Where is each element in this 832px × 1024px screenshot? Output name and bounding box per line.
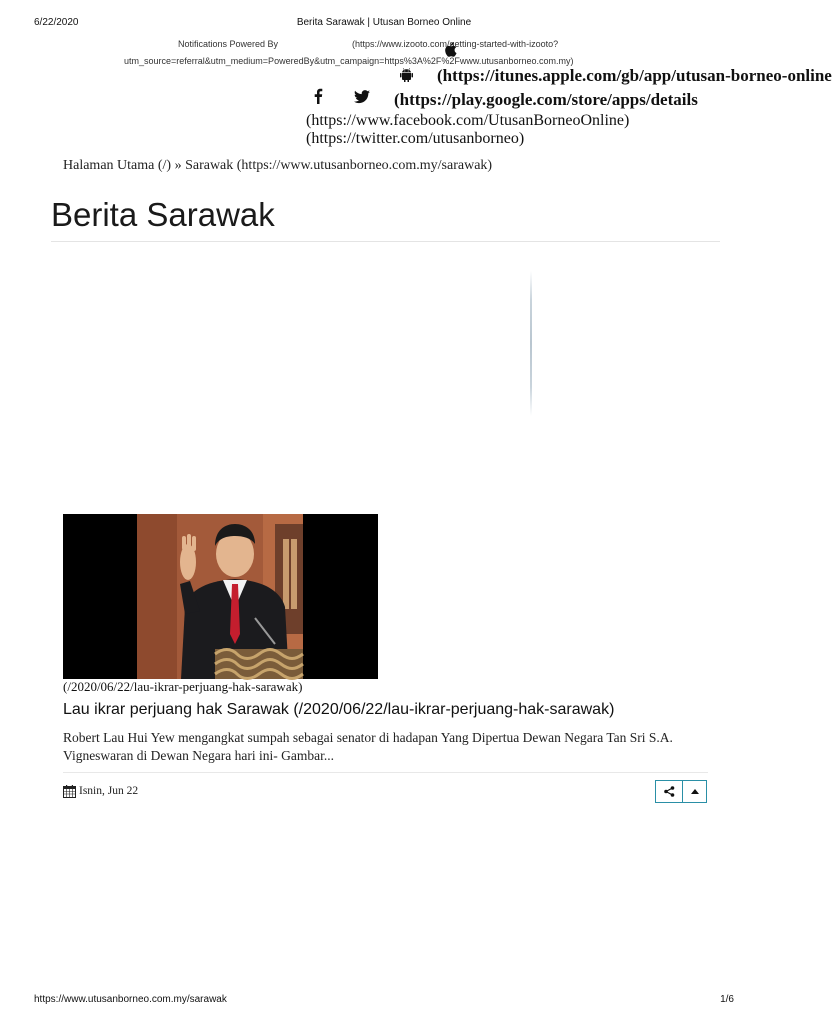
footer-url: https://www.utusanborneo.com.my/sarawak: [34, 994, 227, 1005]
breadcrumb[interactable]: Halaman Utama (/) » Sarawak (https://www.utusanborneo.com.my/sarawak): [63, 158, 493, 173]
meta-divider: [63, 772, 708, 773]
android-icon[interactable]: [400, 68, 413, 82]
article-excerpt: Robert Lau Hui Yew mengangkat sumpah sebagai senator di hadapan Yang Dipertua Dewan Negara Tan Sri S.A. Vigneswaran di Dewan Negara hari ini- Gambar...: [63, 730, 673, 763]
page-title: Berita Sarawak: [51, 196, 275, 233]
print-date: 6/22/2020: [34, 17, 79, 28]
calendar-icon: [63, 785, 76, 798]
facebook-link[interactable]: (https://www.facebook.com/UtusanBorneoOnline): [306, 112, 630, 129]
itunes-app-link[interactable]: (https://itunes.apple.com/gb/app/utusan-borneo-online: [437, 66, 832, 85]
print-page-title: Berita Sarawak | Utusan Borneo Online: [296, 17, 472, 28]
article-thumbnail[interactable]: [63, 514, 378, 679]
share-button[interactable]: [655, 780, 683, 803]
apple-icon[interactable]: [444, 42, 457, 57]
title-divider: [51, 241, 720, 242]
izooto-link-line-1[interactable]: (https://www.izooto.com/getting-started-with-izooto?: [352, 39, 559, 49]
article-title-link[interactable]: Lau ikrar perjuang hak Sarawak (/2020/06/22/lau-ikrar-perjuang-hak-sarawak): [63, 701, 615, 718]
ad-placeholder-divider: [530, 271, 532, 416]
share-icon: [664, 786, 675, 797]
caret-up-icon: [691, 789, 699, 794]
social-links: [306, 112, 726, 147]
footer-page-number: 1/6: [720, 994, 734, 1005]
twitter-link[interactable]: (https://twitter.com/utusanborneo): [306, 130, 525, 147]
facebook-icon[interactable]: [313, 88, 323, 104]
izooto-link-line-2[interactable]: utm_source=referral&utm_medium=PoweredBy&utm_campaign=https%3A%2F%2Fwww.utusanborneo.com.my): [124, 56, 574, 66]
article-date: Isnin, Jun 22: [79, 785, 139, 797]
scroll-up-button[interactable]: [682, 780, 707, 803]
article-image-link[interactable]: (/2020/06/22/lau-ikrar-perjuang-hak-sarawak): [63, 679, 303, 694]
google-play-link[interactable]: (https://play.google.com/store/apps/details: [394, 90, 698, 109]
twitter-icon[interactable]: [354, 90, 370, 104]
notifications-powered-by: Notifications Powered By: [178, 39, 279, 49]
